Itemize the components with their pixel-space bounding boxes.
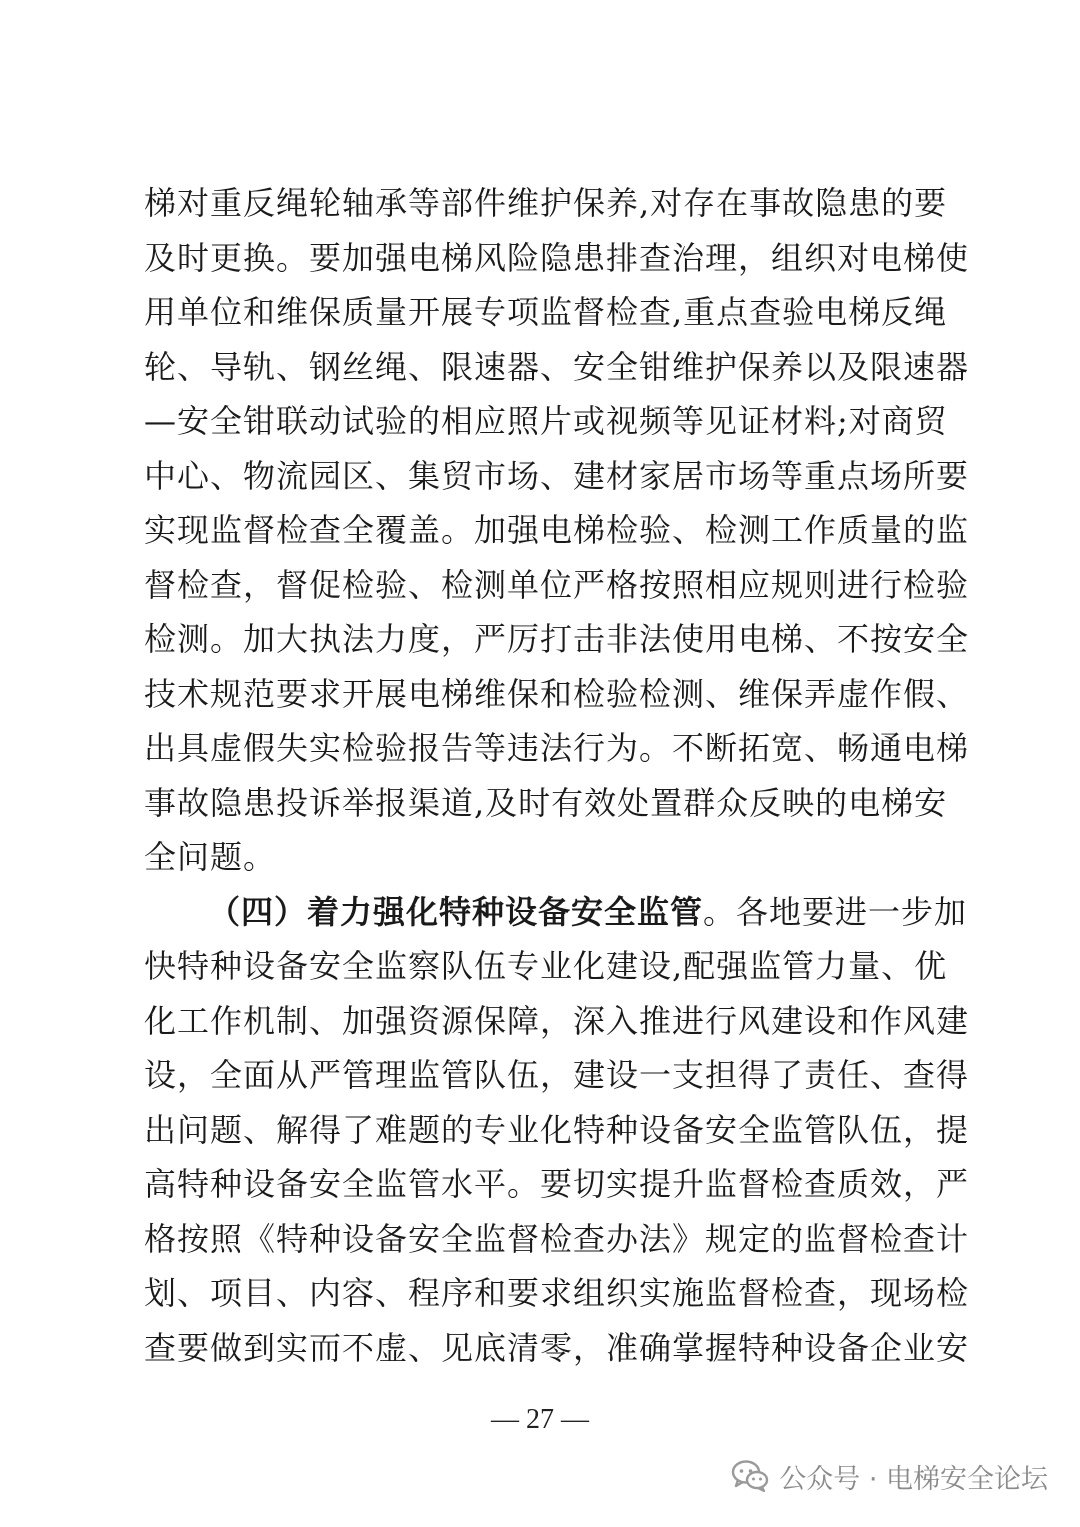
text-line: 格按照《特种设备安全监督检查办法》规定的监督检查计 <box>144 1219 970 1258</box>
page-number: — 27 — <box>491 1404 589 1435</box>
section-first-line <box>144 885 968 940</box>
text-line: —安全钳联动试验的相应照片或视频等见证材料;对商贸 <box>144 402 948 440</box>
section-heading: （四）着力强化特种设备安全监管 <box>208 892 704 931</box>
text-line: 事故隐患投诉举报渠道,及时有效处置群众反映的电梯安 <box>144 783 948 822</box>
text-line: 划、项目、内容、程序和要求组织实施监督检查，现场检 <box>144 1274 970 1312</box>
text-line: 中心、物流园区、集贸市场、建材家居市场等重点场所要 <box>144 456 970 495</box>
text-line: 出具虚假失实检验报告等违法行为。不断拓宽、畅通电梯 <box>144 729 970 767</box>
section-first-line-rest: 。各地要进一步加 <box>703 892 968 931</box>
text-line: 梯对重反绳轮轴承等部件维护保养,对存在事故隐患的要 <box>144 184 948 222</box>
text-line: 高特种设备安全监管水平。要切实提升监督检查质效，严 <box>144 1165 970 1203</box>
text-line: 查要做到实而不虚、见底清零，准确掌握特种设备企业安 <box>144 1328 970 1367</box>
text-line: 技术规范要求开展电梯维保和检验检测、维保弄虚作假、 <box>144 674 970 713</box>
text-line: 实现监督检查全覆盖。加强电梯检验、检测工作质量的监 <box>144 511 970 549</box>
watermark-text: 公众号 · 电梯安全论坛 <box>779 1463 1048 1495</box>
watermark <box>731 1454 1048 1498</box>
text-line: 快特种设备安全监察队伍专业化建设,配强监管力量、优 <box>144 947 948 985</box>
text-line: 设，全面从严管理监管队伍，建设一支担得了责任、查得 <box>144 1056 970 1094</box>
wechat-icon <box>731 1459 769 1493</box>
text-line: 轮、导轨、钢丝绳、限速器、安全钳维护保养以及限速器 <box>144 347 970 386</box>
text-line: 化工作机制、加强资源保障，深入推进行风建设和作风建 <box>144 1001 970 1040</box>
text-line: 用单位和维保质量开展专项监督检查,重点查验电梯反绳 <box>144 293 948 331</box>
text-line: 及时更换。要加强电梯风险隐患排查治理，组织对电梯使 <box>144 238 970 277</box>
text-line: 全问题。 <box>144 838 277 876</box>
text-line: 检测。加大执法力度，严厉打击非法使用电梯、不按安全 <box>144 620 970 658</box>
body-text <box>144 176 970 1375</box>
text-line: 出问题、解得了难题的专业化特种设备安全监管队伍，提 <box>144 1110 970 1149</box>
text-line: 督检查，督促检验、检测单位严格按照相应规则进行检验 <box>144 565 970 604</box>
